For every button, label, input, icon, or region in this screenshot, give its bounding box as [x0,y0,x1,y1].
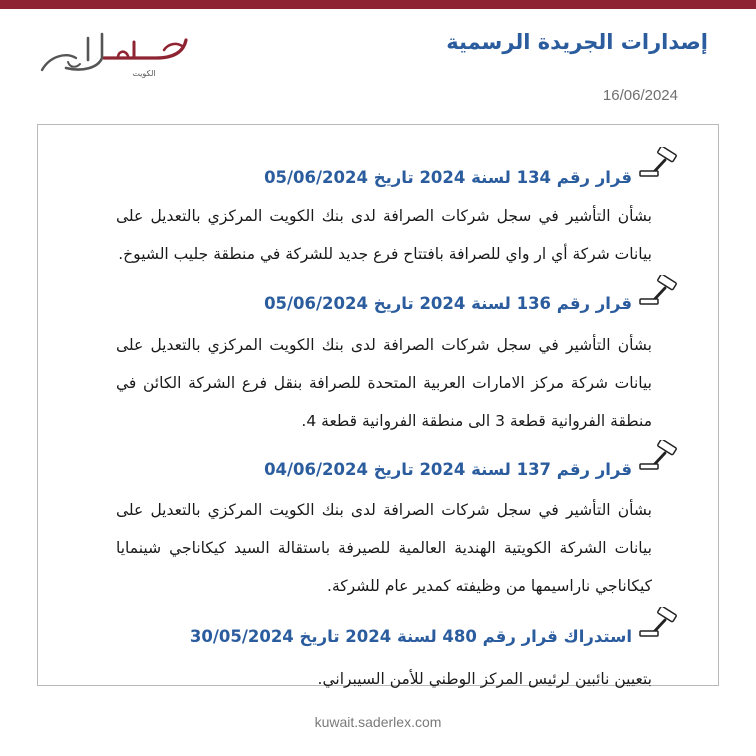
issue-date: 16/06/2024 [602,87,678,104]
decree-title: استدراك قرار رقم 480 لسنة 2024 تاريخ 30/05/2024 [189,627,632,646]
decree-title: قرار رقم 136 لسنة 2024 تاريخ 05/06/2024 [264,294,632,313]
gavel-icon [638,607,680,639]
top-accent-bar [0,0,756,9]
saderlex-logo [36,28,196,88]
decree-body: بشأن التأشير في سجل شركات الصرافة لدى بنك الكويت المركزي بالتعديل على بيانات شركة أي ار واي للصرافة بافتتاح فرع جديد للشركة في منطقة جليب الشيوخ. [116,207,652,263]
logo-subtitle: الكويت [132,69,156,78]
saderlex-logo-mark [36,28,196,88]
gavel-icon [638,440,680,472]
page-title: إصدارات الجريدة الرسمية [446,30,708,54]
decree-title: قرار رقم 134 لسنة 2024 تاريخ 05/06/2024 [264,168,632,187]
gavel-icon [638,147,680,179]
footer-url[interactable]: kuwait.saderlex.com [314,714,442,730]
decree-body: بشأن التأشير في سجل شركات الصرافة لدى بنك الكويت المركزي بالتعديل على بيانات الشركة الكويتية الهندية العالمية للصيرفة باستقالة السيد كيكاناجي شينمايا كيكاناجي ناراسيمها من وظيفته كمدير عام للشركة. [116,501,652,595]
decree-body: بتعيين نائبين لرئيس المركز الوطني للأمن السيبراني. [317,670,652,688]
decree-title: قرار رقم 137 لسنة 2024 تاريخ 04/06/2024 [264,460,632,479]
decree-body: بشأن التأشير في سجل شركات الصرافة لدى بنك الكويت المركزي بالتعديل على بيانات شركة مركز الامارات العربية المتحدة للصرافة بنقل فرع الشركة الكائن في منطقة الفروانية قطعة 3 الى منطقة الفروانية قطعة 4. [116,336,652,430]
decrees-panel [37,124,719,686]
gavel-icon [638,275,680,307]
